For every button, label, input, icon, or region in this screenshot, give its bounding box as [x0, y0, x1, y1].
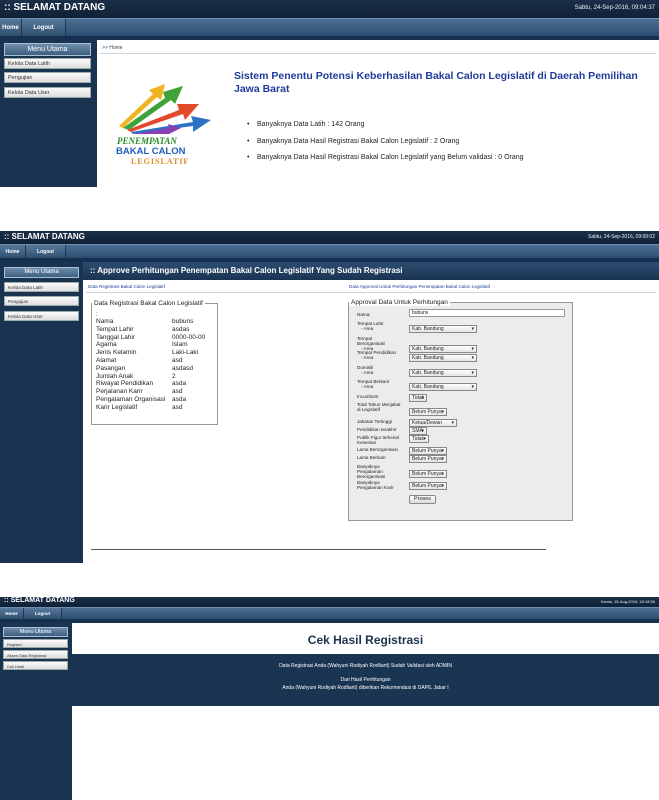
- area-sub-label: - Area: [361, 384, 374, 389]
- sidebar-item-kelola-data-user[interactable]: Kelola Data User: [4, 311, 79, 321]
- registration-field-label: Riwayat Pendidikan: [96, 380, 154, 388]
- registration-field-label: Nama: [96, 318, 114, 325]
- header-bar: [0, 231, 659, 244]
- form-select[interactable]: SMA ▾: [409, 427, 427, 435]
- page-title: Sistem Penentu Potensi Keberhasilan Bakal Calon Legislatif di Daerah Pemilihan Jawa Barat: [234, 70, 638, 95]
- registration-data-legend: Data Registrasi Bakal Calon Legislatif: [94, 300, 203, 307]
- logo-text-line2: BAKAL CALON: [116, 146, 186, 157]
- screenshot-approve: [0, 231, 659, 563]
- header-bar: [0, 597, 659, 607]
- header-title: :: SELAMAT DATANG: [4, 232, 85, 241]
- form-select[interactable]: Tidak ▾: [409, 394, 427, 402]
- validation-text: Data Registrasi Anda (Wahyuni Rodiyah Rodliarti) Sudah Validasi oleh ADMIN: [279, 663, 452, 669]
- main-content: [72, 623, 659, 800]
- approval-fieldset: [348, 299, 573, 521]
- header-title: :: SELAMAT DATANG: [4, 2, 106, 13]
- registration-field-label: Agama: [96, 341, 117, 349]
- form-select[interactable]: Belum Punya ▾: [409, 470, 447, 478]
- form-field-label: Pendidikan terakhir: [357, 427, 397, 432]
- proses-button[interactable]: Proses: [409, 495, 436, 504]
- registration-field-value: asd: [172, 403, 183, 411]
- registration-field-value: asd: [172, 357, 183, 364]
- header-date: Kamis, 15-Aug-2016, 18:18:56: [600, 599, 655, 604]
- area-sub-label: - Area: [361, 355, 374, 360]
- nav-home-button[interactable]: Home: [0, 245, 26, 258]
- sidebar: [0, 262, 83, 563]
- nav-bar: [0, 18, 659, 36]
- registration-field-label: Alamat: [96, 357, 117, 364]
- nav-bar: [0, 607, 659, 619]
- registration-field-label: Pasangan: [96, 364, 126, 372]
- page-title: Cek Hasil Registrasi: [307, 633, 424, 647]
- area-select[interactable]: Kab. Bandung ▾: [409, 383, 477, 391]
- sidebar-item-kelola-data-latih[interactable]: Kelola Data Latih: [4, 58, 91, 69]
- sidebar-item-pengujian[interactable]: Pengujian: [4, 72, 91, 83]
- stat-data-latih: • Banyaknya Data Latih : 142 Orang: [257, 121, 364, 128]
- registration-field-label: Pengalaman Organisasi: [96, 396, 166, 403]
- sidebar: [0, 623, 72, 800]
- area-sub-label: - Area: [361, 345, 374, 351]
- form-select[interactable]: Ketua/Dewan ▾: [409, 419, 457, 427]
- form-select[interactable]: Tidak ▾: [409, 435, 429, 443]
- stat-data-belum-validasi: • Banyaknya Data Hasil Registrasi Bakal Calon Legislatif yang Belum validasi : 0 Orang: [257, 154, 524, 161]
- registration-field-value: asdas: [172, 325, 190, 333]
- screenshot-cek-hasil: [0, 597, 659, 800]
- sidebar: [0, 40, 97, 187]
- sidebar-menu-title: Menu Utama: [4, 43, 91, 56]
- area-select[interactable]: Kab. Bandung ▾: [409, 325, 477, 333]
- registration-field-label: Jumlah Anak: [96, 372, 134, 380]
- nav-logout-button[interactable]: Logout: [26, 245, 66, 258]
- nav-home-button[interactable]: Home: [0, 19, 22, 36]
- nama-input[interactable]: bubuns: [409, 309, 565, 317]
- sidebar-item-kelola-data-user[interactable]: Kelola Data User: [4, 87, 91, 98]
- area-select[interactable]: Kab. Bandung ▾: [409, 345, 477, 353]
- form-select[interactable]: Belum Punya ▾: [409, 447, 447, 455]
- page-title: :: Approve Perhitungan Penempatan Bakal Calon Legislatif Yang Sudah Registrasi: [90, 266, 403, 275]
- registration-field-label: Karir Legislatif: [96, 403, 138, 411]
- area-field-label: Domisili: [357, 364, 374, 370]
- sidebar-item-register[interactable]: Register: [3, 639, 68, 648]
- screenshot-home: [0, 0, 659, 187]
- nav-logout-button[interactable]: Logout: [22, 19, 66, 36]
- form-select[interactable]: Belum Punya ▾: [409, 455, 447, 463]
- area-select[interactable]: Kab. Bandung ▾: [409, 369, 477, 377]
- area-field-label: Tempat Berkarir: [357, 379, 390, 384]
- form-field-label: Incumbent: [357, 394, 379, 399]
- breadcrumb[interactable]: >> Home: [102, 45, 123, 51]
- nav-logout-button[interactable]: Logout: [24, 608, 62, 619]
- registration-field-label: Perjalanan Karir: [96, 388, 143, 396]
- nav-home-button[interactable]: Home: [0, 608, 24, 619]
- recommendation-text: Anda (Wahyuni Rodiyah Rodliarti) diberikan Rekomendasi di DAPIL Jabar I: [282, 685, 449, 691]
- approval-legend: Approval Data Untuk Perhitungan: [351, 299, 448, 306]
- form-field-label: Publik Figur terkenal Kesenian: [357, 435, 399, 445]
- nama-label: Nama:: [357, 312, 371, 317]
- registration-field-label: Tempat Lahir: [96, 325, 134, 333]
- registration-field-value: 0000-00-00: [172, 333, 206, 341]
- registration-field-label: Tanggal Lahir: [96, 333, 136, 341]
- area-sub-label: - Area: [361, 326, 374, 331]
- header-bar: [0, 0, 659, 18]
- sidebar-menu-title: Menu Utama: [4, 267, 79, 278]
- form-select[interactable]: Belum Punya ▾: [409, 482, 447, 490]
- main-content: [83, 280, 659, 563]
- registration-field-value: 2: [172, 372, 176, 380]
- area-field-label: Tempat Lahir: [357, 321, 384, 326]
- header-date: Sabtu, 24-Sep-2016, 09:04:37: [574, 5, 655, 11]
- form-field-label: Jabatan Tertinggi: [357, 419, 392, 424]
- logo-text-line3: LEGISLATIF: [131, 157, 190, 166]
- right-link[interactable]: Data Approval Untuk Perhitungan Penempatan Bakal Calon Legislatif: [349, 284, 490, 289]
- registration-field-value: asda: [172, 380, 187, 388]
- sidebar-item-kelola-data-latih[interactable]: Kelola Data Latih: [4, 282, 79, 292]
- sidebar-item-pengujian[interactable]: Pengujian: [4, 296, 79, 306]
- registration-field-value: bubuns: [172, 318, 194, 325]
- result-panel: [72, 654, 659, 706]
- registration-data-fieldset: Data Registrasi Bakal Calon Legislatif : Nama bubuns Tempat Lahir asdas Tanggal Lahir 0000-00-00 Agama Islam Jenis Kelamin Laki-Laki Alamat asd Pasangan asdasd Jumlah Anak 2 Riwayat Pendidikan asda Perjalanan Karir asd Pengalaman Organisasi asda Karir Legislatif asd: [91, 300, 218, 425]
- logo-text-line1: PENEMPATAN: [117, 136, 177, 146]
- main-content: [97, 40, 659, 187]
- left-link[interactable]: Data Registrasi Bakal Calon Legislatif: [88, 284, 165, 289]
- registration-field-label: Jenis Kelamin: [96, 349, 137, 357]
- area-sub-label: - Area: [361, 369, 374, 375]
- form-field-label: Lama Berorganisasi: [357, 447, 398, 452]
- registration-field-value: Laki-Laki: [172, 349, 199, 357]
- header-title: :: SELAMAT DATANG: [4, 597, 75, 604]
- sidebar-menu-title: Menu Utama: [3, 627, 68, 637]
- registration-field-value: Islam: [172, 341, 188, 349]
- registration-field-value: asd: [172, 388, 183, 396]
- form-field-label: Banyaknya Pengalaman Karir: [357, 480, 394, 490]
- logo: [113, 80, 223, 165]
- area-field-label: Tempat Berorganisasi: [357, 335, 386, 346]
- header-date: Sabtu, 24-Sep-2016, 09:09:02: [588, 234, 655, 240]
- registration-field-value: asdasd: [172, 364, 193, 372]
- nav-bar: [0, 244, 659, 258]
- arrows-logo-graphic: [113, 80, 223, 135]
- form-select[interactable]: Belum Punya ▾: [409, 408, 447, 416]
- form-field-label: Lama Berkarir: [357, 455, 386, 460]
- area-select[interactable]: Kab. Bandung ▾: [409, 354, 477, 362]
- sidebar-item-cek-hasil[interactable]: Cek Hasil: [3, 661, 68, 670]
- registration-field-value: asda: [172, 396, 187, 403]
- stat-data-registrasi: • Banyaknya Data Hasil Registrasi Bakal Calon Legislatif : 2 Orang: [257, 138, 459, 145]
- calculation-label: Dari Hasil Perhitungan: [340, 677, 391, 683]
- form-field-label: Banyaknya Pengalaman Berorganisasi: [357, 464, 386, 479]
- form-field-label: Total Tahun Menjabat di Legislatif: [357, 402, 401, 412]
- sidebar-item-akses-data-registrasi[interactable]: Akses Data Registrasi: [3, 650, 68, 659]
- area-field-label: Tempat Pendidikan: [357, 350, 397, 355]
